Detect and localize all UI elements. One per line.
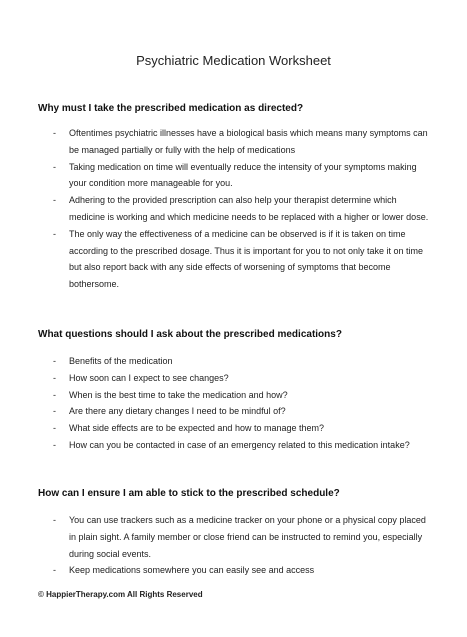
dash-bullet: - [53, 406, 56, 417]
list-item [38, 420, 433, 437]
list-item [38, 512, 433, 562]
list-item [38, 353, 433, 370]
dash-bullet: - [53, 128, 56, 138]
list-item-text: Keep medications somewhere you can easily see and access [69, 565, 315, 576]
dash-bullet: - [53, 389, 56, 400]
section-heading-why: Why must I take the prescribed medication as directed? [38, 103, 304, 114]
section-heading-questions: What questions should I ask about the prescribed medications? [38, 329, 342, 340]
page-title: Psychiatric Medication Worksheet [136, 53, 331, 68]
list-item [38, 159, 433, 193]
dash-bullet: - [53, 228, 56, 239]
list-item-text: Adhering to the provided prescription can also help your therapist determine which medicine is working and which medicine needs to be replaced with a higher or lower dose. [69, 195, 429, 222]
dash-bullet: - [53, 195, 56, 206]
list-item [38, 387, 433, 404]
list-item-text: The only way the effectiveness of a medicine can be observed is if it is taken on time according to the prescribed dosage. Thus it is important for you to not only take it on time but also report back with any side effects of worsening of symptoms that become bothersome. [69, 228, 424, 290]
list-item [38, 125, 433, 159]
copyright-footer: © HappierTherapy.com All Rights Reserved [38, 590, 203, 599]
dash-bullet: - [53, 515, 56, 525]
list-item-text: Oftentimes psychiatric illnesses have a biological basis which means many symptoms can be managed partially or fully with the help of medications [69, 128, 428, 155]
list-item [38, 562, 433, 579]
list-questions [38, 353, 433, 454]
list-why [38, 125, 433, 293]
list-item [38, 437, 433, 454]
list-schedule [38, 512, 433, 579]
dash-bullet: - [53, 372, 56, 383]
list-item [38, 226, 433, 293]
list-item-text: When is the best time to take the medication and how? [69, 389, 288, 400]
list-item-text: Are there any dietary changes I need to be mindful of? [69, 406, 286, 417]
dash-bullet: - [53, 161, 56, 172]
dash-bullet: - [53, 439, 56, 450]
dash-bullet: - [53, 565, 56, 576]
list-item-text: Taking medication on time will eventually reduce the intensity of your symptoms making your condition more manageable for you. [69, 161, 417, 189]
list-item-text: You can use trackers such as a medicine tracker on your phone or a physical copy placed in plain sight. A family member or close friend can be instructed to remind you, especially during social events. [69, 515, 426, 559]
dash-bullet: - [53, 423, 56, 434]
dash-bullet: - [53, 356, 56, 366]
list-item [38, 370, 433, 387]
section-heading-schedule: How can I ensure I am able to stick to the prescribed schedule? [38, 488, 340, 499]
list-item-text: Benefits of the medication [69, 356, 173, 366]
list-item-text: What side effects are to be expected and how to manage them? [69, 423, 324, 434]
list-item-text: How can you be contacted in case of an emergency related to this medication intake? [69, 439, 410, 450]
list-item [38, 403, 433, 420]
list-item-text: How soon can I expect to see changes? [69, 372, 229, 383]
list-item [38, 192, 433, 226]
